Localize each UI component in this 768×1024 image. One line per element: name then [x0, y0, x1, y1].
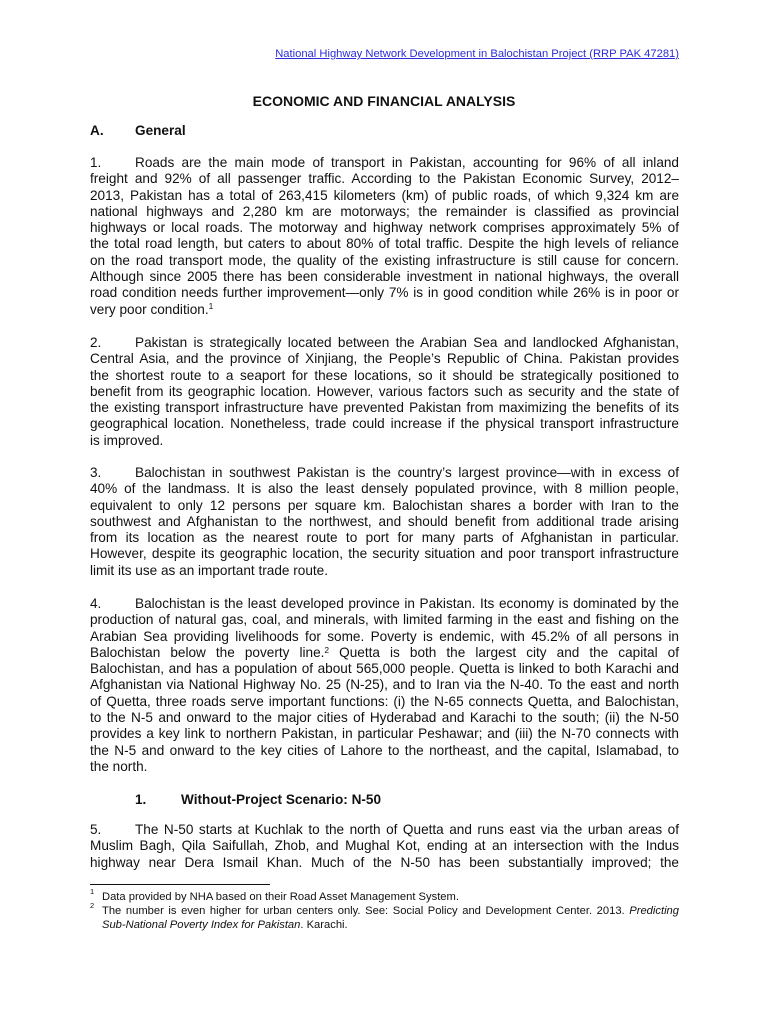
paragraph-number: 3. [90, 465, 102, 480]
paragraph-line: Arabian Sea providing livelihoods for some. Poverty is endemic, with 45.2% of all persons in [90, 628, 679, 644]
paragraph-line: to the N-5 and onward to the major cities of Hyderabad and Karachi to the south; (ii) the N-50 [90, 710, 679, 726]
paragraph-line: national highways and 2,280 km are motorways; the remainder is classified as provincial [90, 203, 679, 219]
paragraph-line: freight and 92% of all passenger traffic. According to the Pakistan Economic Survey, 2012– [90, 171, 679, 187]
section-number: A. [90, 123, 104, 138]
footnote-line: Data provided by NHA based on their Road Asset Management System. [102, 891, 459, 903]
paragraph-line: is improved. [90, 432, 164, 448]
paragraph-line: the north. [90, 758, 148, 774]
subsection-title: Without-Project Scenario: N-50 [181, 792, 382, 807]
paragraph-line: However, despite its geographic location, the security situation and poor transport infrastructure [90, 546, 679, 562]
subsection-number: 1. [135, 792, 147, 807]
line-text: The N-50 starts at Kuchlak to the north of Quetta and runs east via the urban areas of [135, 822, 679, 837]
paragraph-line: southwest and Afghanistan to the northwest, and should benefit from additional trade arising [90, 513, 679, 529]
subsection-heading [90, 792, 679, 808]
paragraph-line: benefit from its geographic location. However, various factors such as security and the state of [90, 383, 679, 399]
footnote-separator [90, 884, 270, 885]
footnote-title-italic: Sub-National Poverty Index for Pakistan [102, 919, 301, 931]
line-text: very poor condition. [90, 301, 209, 317]
paragraph-line: on the road transport mode, the quality of the existing infrastructure is still cause for concern. [90, 252, 679, 268]
line-text: Roads are the main mode of transport in Pakistan, accounting for 96% of all inland [135, 155, 679, 170]
paragraph-line: from its location as the nearest route to port for many parts of Afghanistan in particular. [90, 530, 679, 546]
paragraph-line: 40% of the landmass. It is also the least densely populated province, with 8 million people, [90, 481, 679, 497]
paragraph-5 [90, 822, 679, 871]
line-text: Balochistan below the poverty line. [90, 644, 325, 660]
paragraph-line [90, 335, 679, 351]
paragraph-line: the shortest route to a seaport for these locations, so it should be strategically positioned to [90, 367, 679, 383]
paragraph-line: equivalent to only 12 persons per square km. Balochistan shares a border with Iran to the [90, 497, 679, 513]
footnote-1 [90, 887, 679, 904]
paragraph-line: the total road length, but caters to about 80% of total traffic. Despite the high levels of reliance [90, 236, 679, 252]
paragraph-line [90, 155, 679, 171]
line-text: Balochistan in southwest Pakistan is the country’s largest province—with in excess of [135, 465, 679, 480]
section-heading [90, 123, 679, 139]
footnote-reference: 1 [208, 301, 214, 312]
footnote-2 [90, 901, 679, 932]
paragraph-line: highways or local roads. The motorway and highway network comprises approximately 5% of [90, 220, 679, 236]
line-text: Quetta is both the largest city and the capital of [329, 644, 679, 660]
paragraph-line: Balochistan, and has a population of about 565,000 people. Quetta is linked to both Karachi and [90, 661, 679, 677]
footnote-line [90, 904, 679, 918]
footnote-text: The number is even higher for urban centers only. See: Social Policy and Development Center. 2013. [102, 905, 630, 917]
paragraph-line [90, 645, 679, 661]
paragraph-line: production of natural gas, coal, and minerals, with limited farming in the east and fishing on the [90, 612, 679, 628]
paragraph-line: road condition needs further improvement—only 7% is in good condition while 26% is in poor or [90, 285, 679, 301]
paragraph-line [90, 465, 679, 481]
footnote-marker: 2 [90, 901, 95, 910]
line-text: Pakistan is strategically located between the Arabian Sea and landlocked Afghanistan, [135, 335, 679, 350]
paragraph-number: 1. [90, 155, 102, 170]
section-title: General [135, 123, 186, 138]
line-text: Balochistan is the least developed province in Pakistan. Its economy is dominated by the [135, 596, 679, 611]
header-project-link[interactable]: National Highway Network Development in Balochistan Project (RRP PAK 47281) [275, 48, 679, 60]
paragraph-1 [90, 155, 679, 318]
paragraph-3 [90, 465, 679, 579]
paragraph-line: Although since 2005 there has been considerable investment in national highways, the overall [90, 269, 679, 285]
paragraph-line: Afghanistan via National Highway No. 25 (N-25), and to Iran via the N-40. To the east and north [90, 677, 679, 693]
paragraph-line: the N-5 and onward to the key cities of Lahore to the northeast, and the capital, Islamabad, to [90, 742, 679, 758]
footnote-text: . Karachi. [300, 919, 348, 931]
paragraph-line: limit its use as an important trade route. [90, 562, 328, 578]
paragraph-number: 4. [90, 596, 102, 611]
paragraph-number: 5. [90, 822, 102, 837]
paragraph-4 [90, 596, 679, 775]
document-title: ECONOMIC AND FINANCIAL ANALYSIS [252, 93, 516, 109]
paragraph-line [90, 596, 679, 612]
paragraph-line: 2013, Pakistan has a total of 263,415 kilometers (km) of public roads, of which 9,324 km are [90, 187, 679, 203]
paragraph-line [90, 822, 679, 838]
paragraph-number: 2. [90, 335, 102, 350]
paragraph-line: Muslim Bagh, Qila Saifullah, Zhob, and Mughal Kot, ending at an intersection with the Indus [90, 838, 679, 854]
footnote-marker: 1 [90, 887, 95, 896]
paragraph-line: provides a key link to northern Pakistan, in particular Peshawar; and (iii) the N-70 connects with [90, 726, 679, 742]
footnote-title-italic: Predicting [629, 905, 679, 917]
paragraph-2 [90, 335, 679, 449]
paragraph-line: of Quetta, three roads serve important functions: (i) the N-65 connects Quetta, and Balochistan, [90, 693, 679, 709]
paragraph-line: the existing transport infrastructure have prevented Pakistan from maximizing the benefits of its [90, 400, 679, 416]
footnote-line [90, 918, 679, 932]
paragraph-line: highway near Dera Ismail Khan. Much of the N-50 has been substantially improved; the [90, 854, 679, 870]
footnote-reference: 2 [324, 644, 330, 655]
paragraph-line: geographical location. Nonetheless, trade could increase if the physical transport infrastructure [90, 416, 679, 432]
paragraph-line [90, 302, 679, 318]
paragraph-line: Central Asia, and the province of Xinjiang, the People’s Republic of China. Pakistan provides [90, 351, 679, 367]
